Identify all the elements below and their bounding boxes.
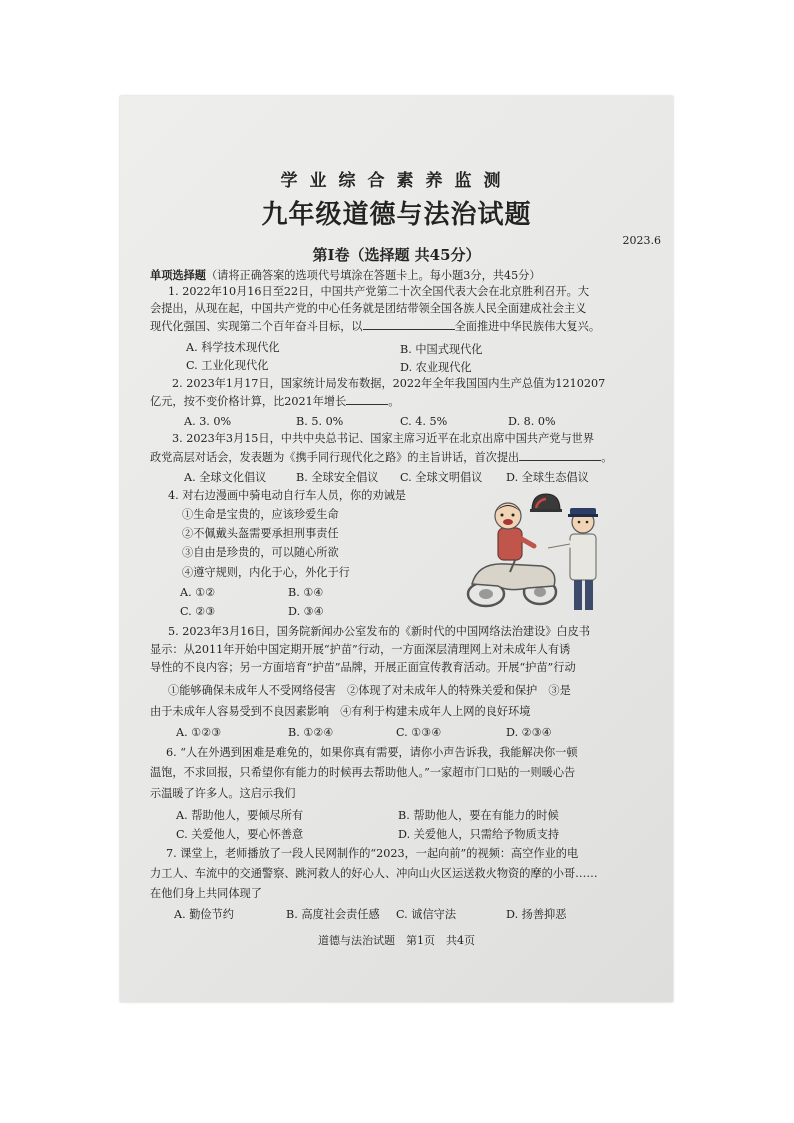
q4-line-1: 4. 对右边漫画中骑电动自行车人员，你的劝诫是 <box>168 489 406 502</box>
q7-option-b: B. 高度社会责任感 <box>286 908 380 921</box>
helmet-icon <box>530 494 562 512</box>
q4-item-3: ③自由是珍贵的，可以随心所欲 <box>182 546 339 559</box>
q7-line-1: 7. 课堂上，老师播放了一段人民网制作的“2023，一起向前”的视频：高空作业的电 <box>166 847 579 860</box>
q3-answer-blank <box>519 449 601 461</box>
scooter-rider <box>468 503 556 606</box>
q3-line-1: 3. 2023年3月15日，中共中央总书记、国家主席习近平在北京出席中国共产党与世界 <box>172 432 595 445</box>
exam-date: 2023.6 <box>622 234 661 247</box>
q5-option-c: C. ①③④ <box>396 726 442 739</box>
q1-option-d: D. 农业现代化 <box>400 361 472 374</box>
q4-option-a: A. ①② <box>180 586 216 599</box>
q3-line-2-b: 。 <box>601 451 613 464</box>
exam-paper <box>120 96 673 1002</box>
q6-option-d: D. 关爱他人，只需给予物质支持 <box>398 828 560 841</box>
q6-line-2: 温饱，不求回报，只希望你有能力的时候再去帮助他人。”一家超市门口贴的一则暖心告 <box>150 766 576 779</box>
q5-option-b: B. ①②④ <box>288 726 334 739</box>
q1-option-a: A. 科学技术现代化 <box>186 341 280 354</box>
q3-option-a: A. 全球文化倡议 <box>184 471 267 484</box>
section-title: 第Ⅰ卷（选择题 共45分） <box>312 246 481 264</box>
q6-line-1: 6. “人在外遇到困难是难免的，如果你真有需要，请你小声告诉我，我能解决你一顿 <box>166 746 578 759</box>
q1-line-3-b: 全面推进中华民族伟大复兴。 <box>454 320 601 333</box>
q1-line-3-a: 现代化强国、实现第二个百年奋斗目标，以 <box>150 320 363 333</box>
q4-item-2: ②不佩戴头盔需要承担刑事责任 <box>182 527 339 540</box>
q5-line-2: 显示：从2011年开始中国定期开展“护苗”行动，一方面深层清理网上对未成年人有诱 <box>150 643 571 656</box>
q2-option-b: B. 5. 0% <box>296 415 344 428</box>
q2-line-1: 2. 2023年1月17日，国家统计局发布数据，2022年全年我国国内生产总值为1210207 <box>172 377 606 390</box>
q6-option-a: A. 帮助他人，要倾尽所有 <box>176 809 304 822</box>
q1-line-3 <box>150 318 600 335</box>
q6-option-b: B. 帮助他人，要在有能力的时候 <box>398 809 559 822</box>
page-footer: 道德与法治试题 第1页 共4页 <box>318 934 475 947</box>
q2-option-a: A. 3. 0% <box>184 415 232 428</box>
q5-line-4: ①能够确保未成年人不受网络侵害 ②体现了对未成年人的特殊关爱和保护 ③是 <box>168 684 571 697</box>
instructions <box>150 267 541 284</box>
q4-item-1: ①生命是宝贵的，应该珍爱生命 <box>182 508 339 521</box>
q3-line-2-a: 政党高层对话会，发表题为《携手同行现代化之路》的主旨讲话，首次提出 <box>150 451 520 464</box>
q1-line-1: 1. 2022年10月16日至22日，中国共产党第二十次全国代表大会在北京胜利召开。大 <box>168 285 590 298</box>
q1-answer-blank <box>363 318 455 330</box>
q4-option-b: B. ①④ <box>288 586 324 599</box>
q3-line-2 <box>150 449 612 466</box>
instructions-text: （请将正确答案的选项代号填涂在答题卡上。每小题3分，共45分） <box>205 269 541 282</box>
instructions-label: 单项选择题 <box>150 268 206 282</box>
q7-line-2: 力工人、车流中的交通警察、跳河救人的好心人、冲向山火区运送救火物资的摩的小哥…… <box>150 867 598 880</box>
q3-option-d: D. 全球生态倡议 <box>506 471 589 484</box>
cartoon-illustration <box>458 488 613 613</box>
exam-subtitle: 学业综合素养监测 <box>280 171 513 191</box>
q2-line-2 <box>150 393 400 410</box>
q4-option-c: C. ②③ <box>180 605 216 618</box>
q3-option-b: B. 全球安全倡议 <box>296 471 379 484</box>
q7-line-3: 在他们身上共同体现了 <box>150 887 262 900</box>
q2-answer-blank <box>346 393 388 405</box>
exam-title: 九年级道德与法治试题 <box>261 200 532 230</box>
q2-line-2-b: 。 <box>388 395 400 408</box>
q2-option-d: D. 8. 0% <box>508 415 556 428</box>
q5-option-d: D. ②③④ <box>506 726 552 739</box>
q2-line-2-a: 亿元，按不变价格计算，比2021年增长 <box>150 395 347 408</box>
q1-option-c: C. 工业化现代化 <box>186 359 269 372</box>
q5-line-1: 5. 2023年3月16日，国务院新闻办公室发布的《新时代的中国网络法治建设》白皮书 <box>168 625 591 638</box>
q5-line-5: 由于未成年人容易受到不良因素影响 ④有利于构建未成年人上网的良好环境 <box>150 705 531 718</box>
q6-line-3: 示温暖了许多人。这启示我们 <box>150 787 296 800</box>
q6-option-c: C. 关爱他人，要心怀善意 <box>176 828 304 841</box>
q7-option-d: D. 扬善抑恶 <box>506 908 567 921</box>
q5-option-a: A. ①②③ <box>176 726 222 739</box>
q7-option-c: C. 诚信守法 <box>396 908 457 921</box>
q4-item-4: ④遵守规则，内化于心，外化于行 <box>182 566 350 579</box>
q5-line-3: 导性的不良内容；另一方面培育“护苗”品牌，开展正面宣传教育活动。开展“护苗”行动 <box>150 661 576 674</box>
q4-option-d: D. ③④ <box>288 605 324 618</box>
q1-line-2: 会提出，从现在起，中国共产党的中心任务就是团结带领全国各族人民全面建成社会主义 <box>150 302 587 315</box>
q7-option-a: A. 勤俭节约 <box>174 908 234 921</box>
q3-option-c: C. 全球文明倡议 <box>400 471 483 484</box>
q2-option-c: C. 4. 5% <box>400 415 448 428</box>
q1-option-b: B. 中国式现代化 <box>400 343 483 356</box>
